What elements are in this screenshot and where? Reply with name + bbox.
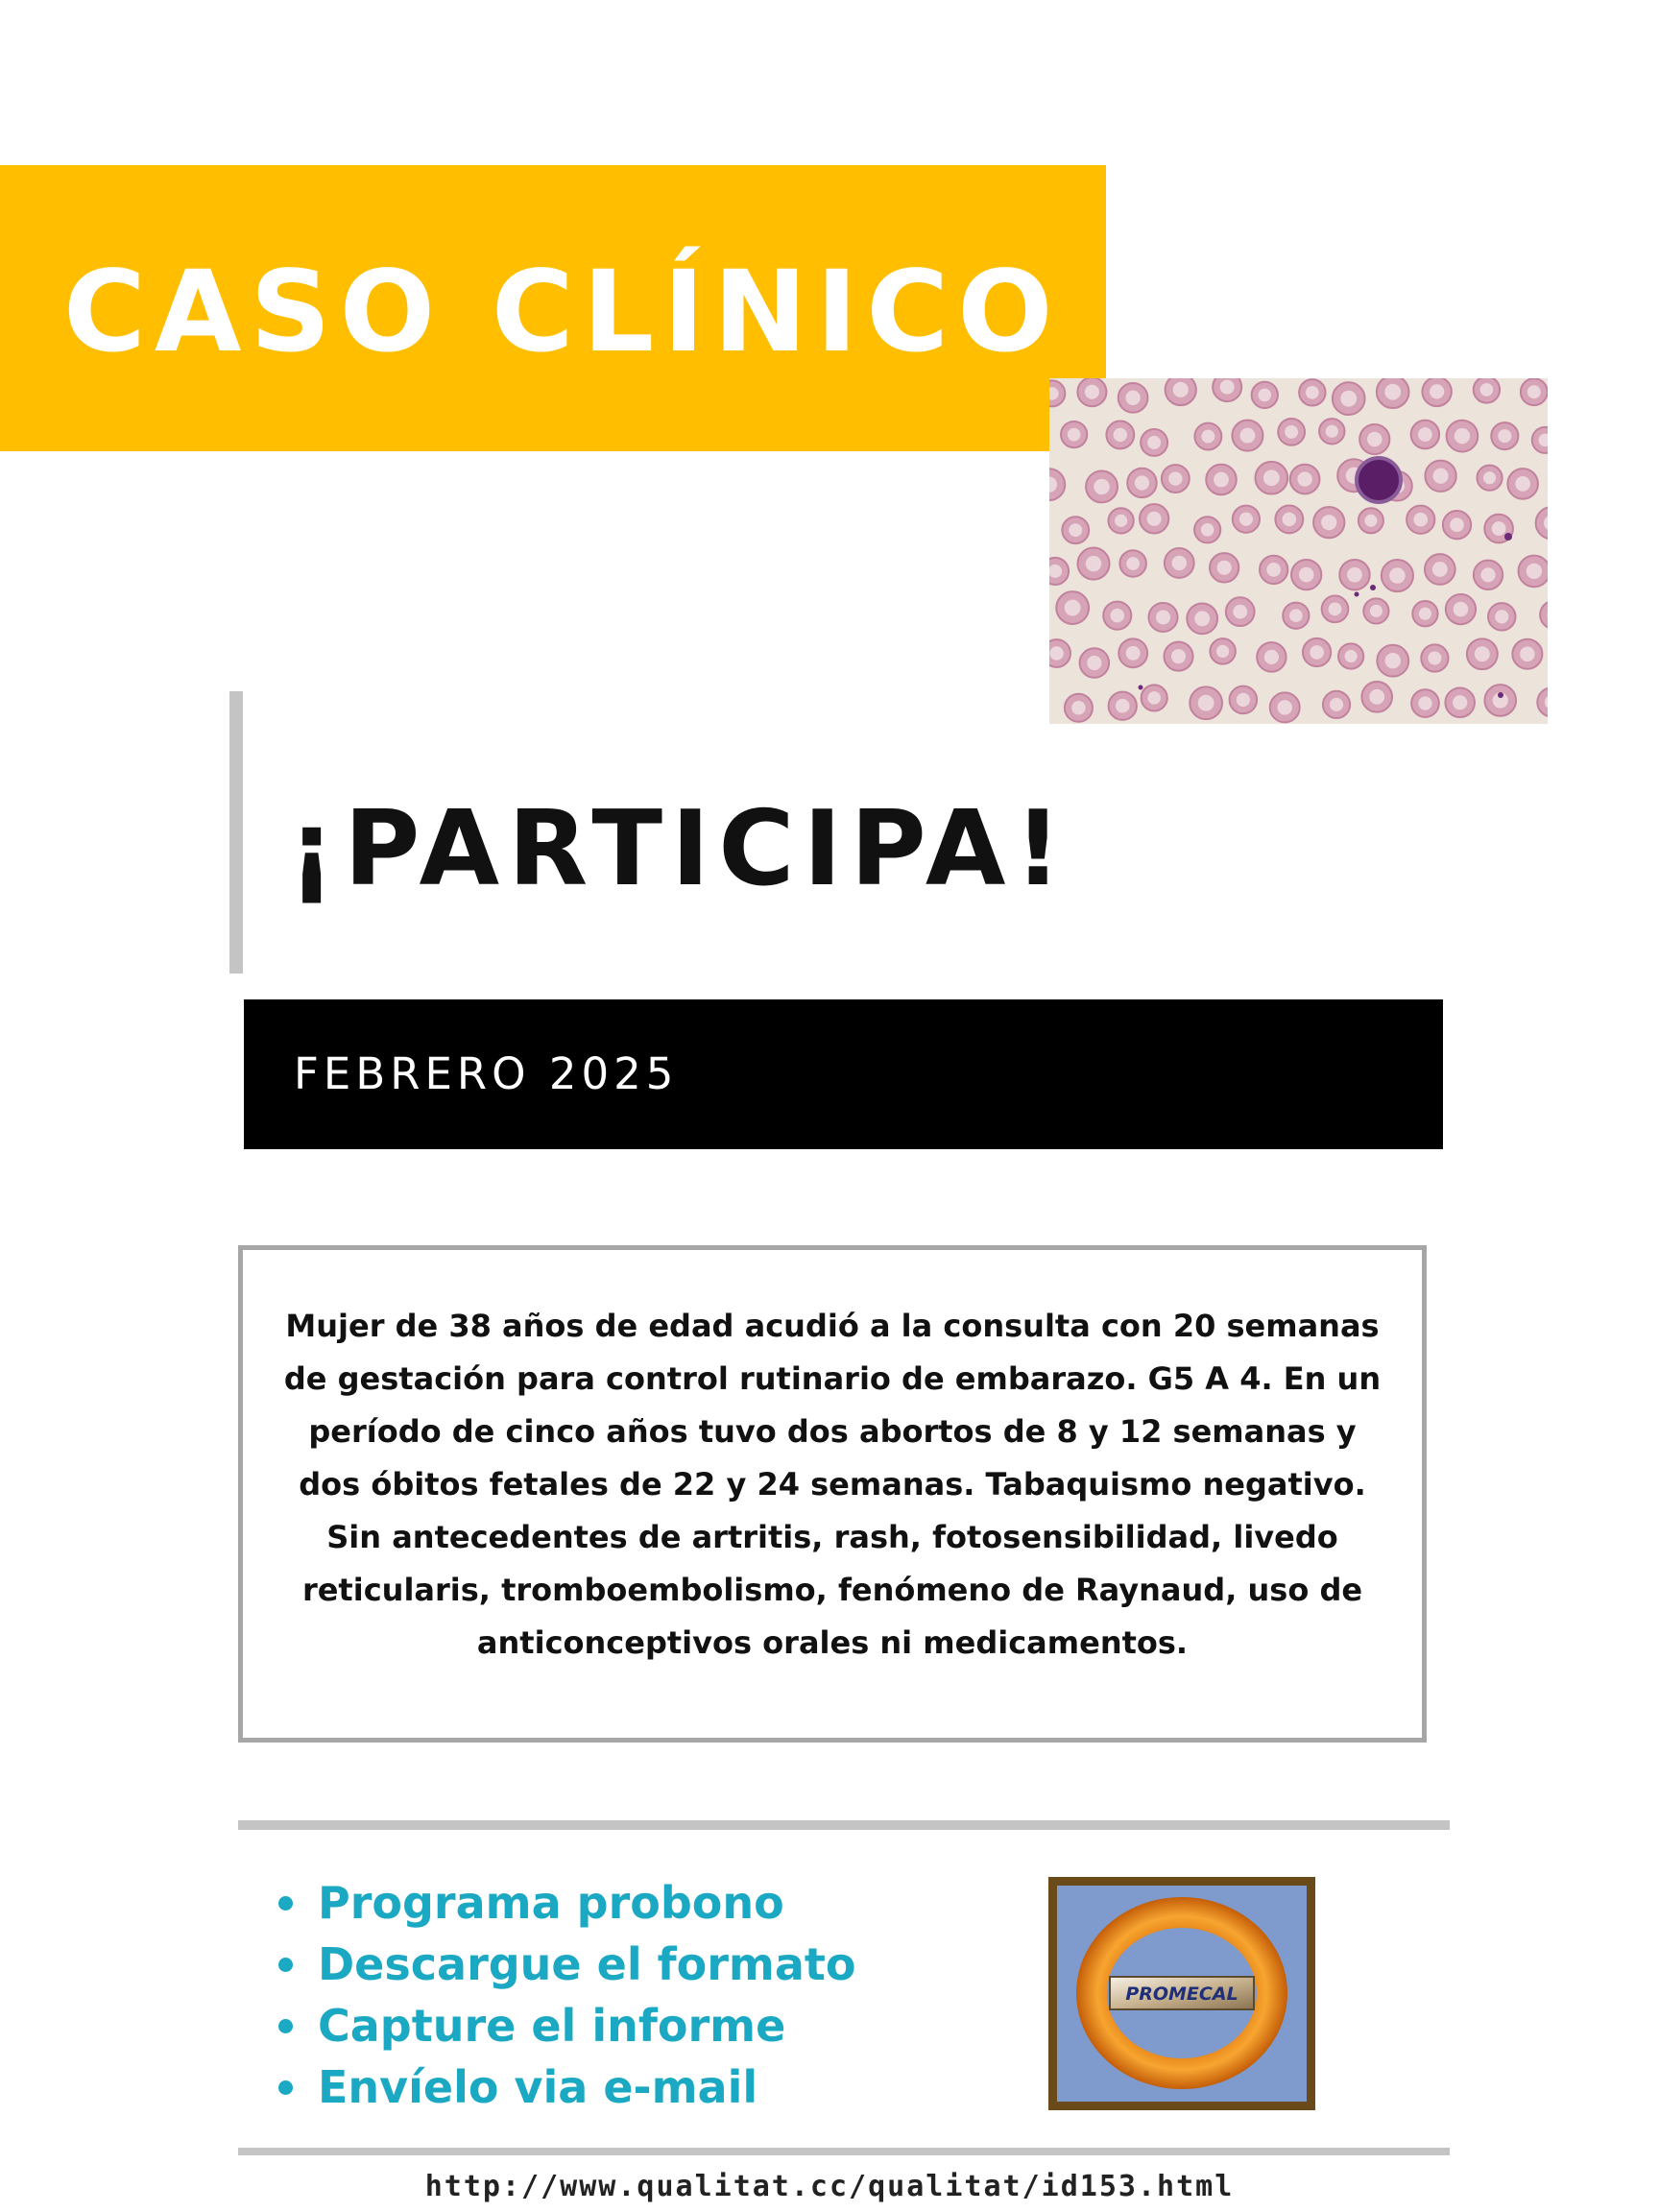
date-bar <box>244 999 1443 1149</box>
promecal-logo-icon <box>1048 1877 1315 2110</box>
bullet-icon <box>278 1896 293 1911</box>
step-label: Descargue el formato <box>318 1938 856 1990</box>
case-description-box <box>238 1245 1427 1743</box>
bullet-icon <box>278 1958 293 1972</box>
list-item <box>278 1995 856 2056</box>
accent-vertical-bar <box>229 691 243 974</box>
list-item <box>278 2056 856 2118</box>
list-item <box>278 1872 856 1934</box>
step-label: Capture el informe <box>318 2000 786 2052</box>
logo-text: PROMECAL <box>1125 1983 1238 2005</box>
date-label: FEBRERO 2025 <box>294 1048 679 1099</box>
list-item <box>278 1934 856 1995</box>
steps-list <box>278 1872 856 2118</box>
case-description: Mujer de 38 años de edad acudió a la consulta con 20 semanas de gestación para control rutinario de embarazo. G5 A 4. En un período de cinco años tuvo dos abortos de 8 y 12 semanas y dos óbitos fetales de 22 y 24 semanas. Tabaquismo negativo. Sin antecedentes de artritis, rash, fotosensibilidad, livedo reticularis, tromboembolismo, fenómeno de Raynaud, uso de anticonceptivos orales ni medicamentos. <box>283 1308 1382 1661</box>
step-label: Envíelo via e-mail <box>318 2061 758 2113</box>
page-title: CASO CLÍNICO <box>63 246 1062 377</box>
participate-heading: ¡PARTICIPA! <box>288 789 1070 909</box>
bullet-icon <box>278 2080 293 2095</box>
bullet-icon <box>278 2019 293 2033</box>
footer-url[interactable]: http://www.qualitat.cc/qualitat/id153.html <box>424 2170 1235 2203</box>
blood-smear-micrograph-icon <box>1049 378 1548 724</box>
step-label: Programa probono <box>318 1877 784 1929</box>
divider-bottom <box>238 2148 1450 2155</box>
divider-top <box>238 1820 1450 1830</box>
